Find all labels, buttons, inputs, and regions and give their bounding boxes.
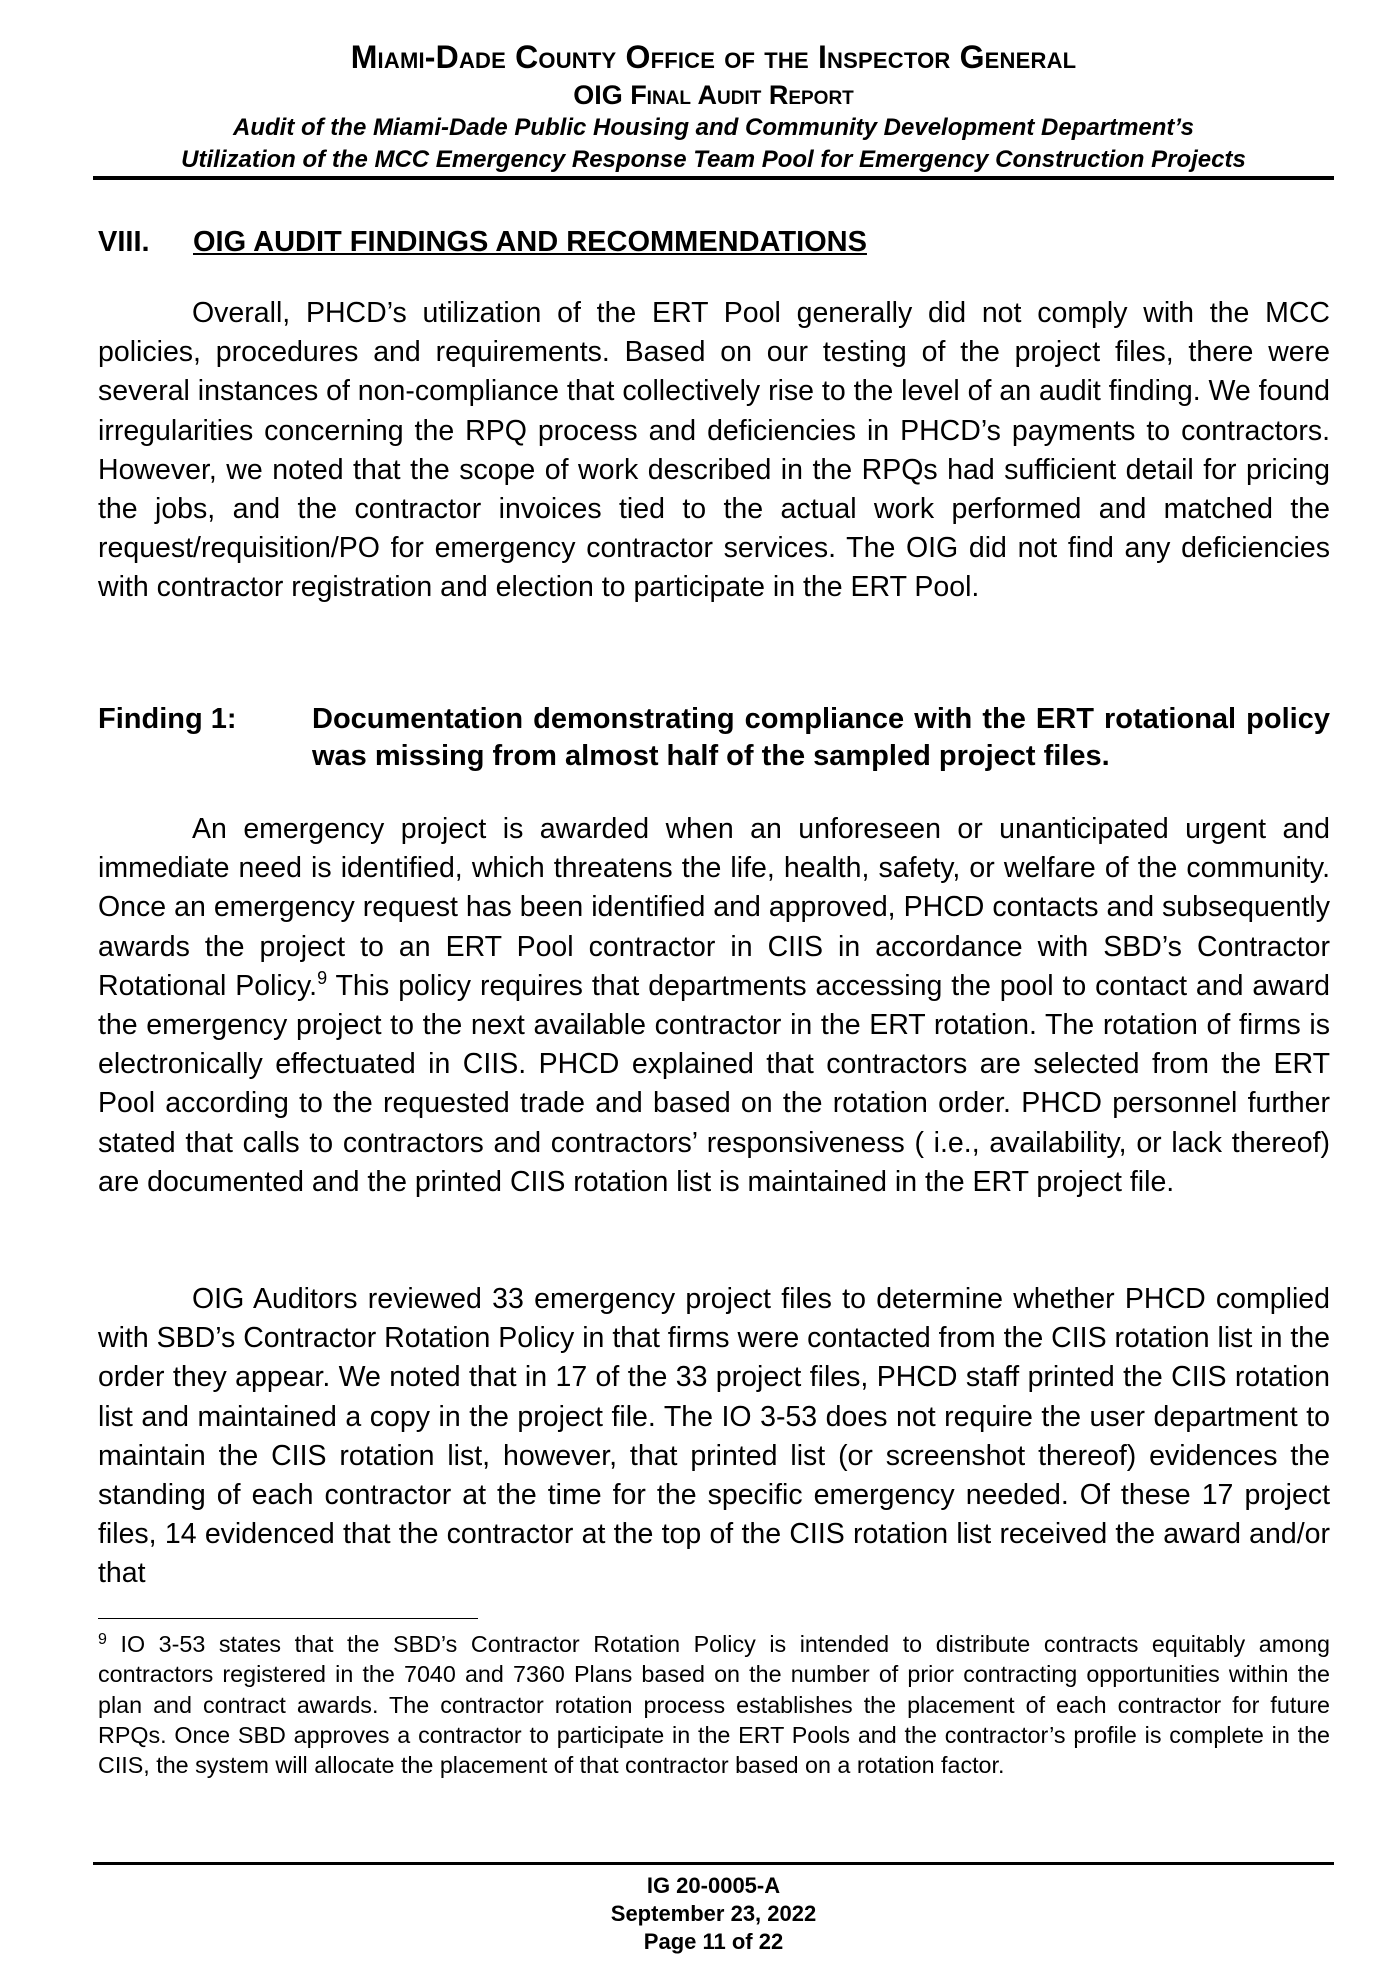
audit-review-paragraph <box>98 1280 1330 1594</box>
section-title: OIG AUDIT FINDINGS AND RECOMMENDATIONS <box>193 226 867 258</box>
header-divider <box>93 176 1334 180</box>
finding-heading <box>98 701 1330 775</box>
finding-text: Documentation demonstrating compliance with the ERT rotational policy was missing from almost half of the sampled project files. <box>312 703 1330 772</box>
footnote-text: IO 3-53 states that the SBD’s Contractor Rotation Policy is intended to distribute contracts equitably among contractors registered in the 7040 and 7360 Plans based on the number of prior contracting opportunities within the plan and contract awards. The contractor rotation process establishes the placement of each contractor for future RPQs. Once SBD approves a contractor to participate in the ERT Pools and the contractor’s profile is complete in the CIIS, the system will allocate the placement of that contractor based on a rotation factor. <box>98 1631 1330 1779</box>
footer-divider <box>93 1862 1334 1865</box>
office-title: Miami-Dade County Office of the Inspector General <box>350 39 1077 75</box>
emergency-project-paragraph <box>98 810 1330 1202</box>
finding-label: Finding 1: <box>98 703 237 735</box>
report-type: OIG Final Audit Report <box>573 80 854 110</box>
page-footer <box>93 1872 1334 1956</box>
audit-title-line-2: Utilization of the MCC Emergency Response Team Pool for Emergency Construction Projects <box>181 146 1246 173</box>
section-heading <box>98 222 867 262</box>
audit-title-line-1: Audit of the Miami-Dade Public Housing and Community Development Department’s <box>233 114 1194 141</box>
overview-paragraph <box>98 294 1330 608</box>
footnote-reference: 9 <box>317 967 328 988</box>
footnote <box>98 1629 1330 1780</box>
section-number: VIII. <box>98 226 150 258</box>
overview-text: Overall, PHCD’s utilization of the ERT Pool generally did not comply with the MCC policies, procedures and requirements. Based on our testing of the project files, there were several instances of non-compliance that collectively rise to the level of an audit finding. We found irregularities concerning the RPQ process and deficiencies in PHCD’s payments to contractors. However, we noted that the scope of work described in the RPQs had sufficient detail for pricing the jobs, and the contractor invoices tied to the actual work performed and matched the request/requisition/PO for emergency contractor services. The OIG did not find any deficiencies with contractor registration and election to participate in the ERT Pool. <box>98 297 1330 604</box>
page-number: Page 11 of 22 <box>643 1929 784 1954</box>
report-date: September 23, 2022 <box>610 1901 817 1926</box>
paragraph3-text: OIG Auditors reviewed 33 emergency project files to determine whether PHCD complied with SBD’s Contractor Rotation Policy in that firms were contacted from the CIIS rotation list in the order they appear. We noted that in 17 of the 33 project files, PHCD staff printed the CIIS rotation list and maintained a copy in the project file. The IO 3-53 does not require the user department to maintain the CIIS rotation list, however, that printed list (or screenshot thereof) evidences the standing of each contractor at the time for the specific emergency needed. Of these 17 project files, 14 evidenced that the contractor at the top of the CIIS rotation list received the award and/or that <box>98 1283 1330 1590</box>
footnote-divider <box>98 1618 478 1619</box>
report-number: IG 20-0005-A <box>646 1873 781 1898</box>
footnote-number: 9 <box>98 1631 107 1648</box>
paragraph2-text-a: An emergency project is awarded when an unforeseen or unanticipated urgent and immediate need is identified, which threatens the life, health, safety, or welfare of the community. Once an emergency request has been identified and approved, PHCD contacts and subsequently awards the project to an ERT Pool contractor in CIIS in accordance with SBD’s Contractor Rotational Policy. <box>98 813 1330 1002</box>
report-header <box>93 36 1334 176</box>
paragraph2-text-b: This policy requires that departments accessing the pool to contact and award the emergency project to the next available contractor in the ERT rotation. The rotation of firms is electronically effectuated in CIIS. PHCD explained that contractors are selected from the ERT Pool according to the requested trade and based on the rotation order. PHCD personnel further stated that calls to contractors and contractors’ responsiveness ( i.e., availability, or lack thereof) are documented and the printed CIIS rotation list is maintained in the ERT project file. <box>98 969 1331 1198</box>
